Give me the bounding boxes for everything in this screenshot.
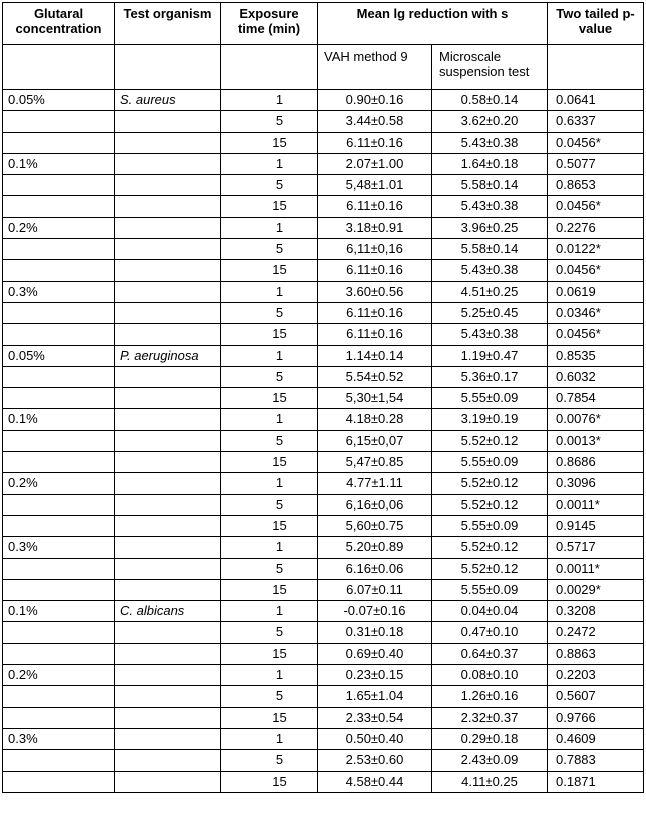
cell-p-value: 0.2203	[548, 665, 644, 686]
cell-exposure-time: 5	[221, 622, 318, 643]
cell-test-organism	[115, 750, 221, 771]
cell-exposure-time: 1	[221, 153, 318, 174]
cell-p-value: 0.8535	[548, 345, 644, 366]
cell-concentration	[3, 452, 115, 473]
cell-vah-method: 2.53±0.60	[318, 750, 432, 771]
cell-test-organism	[115, 388, 221, 409]
cell-concentration: 0.05%	[3, 90, 115, 111]
table-row	[3, 90, 644, 111]
cell-test-organism	[115, 239, 221, 260]
cell-exposure-time: 5	[221, 239, 318, 260]
cell-microscale-test: 5.43±0.38	[432, 260, 548, 281]
table-row	[3, 281, 644, 302]
cell-vah-method: 3.60±0.56	[318, 281, 432, 302]
cell-concentration	[3, 388, 115, 409]
table-row	[3, 728, 644, 749]
cell-p-value: 0.7883	[548, 750, 644, 771]
cell-vah-method: 5,30±1,54	[318, 388, 432, 409]
cell-test-organism	[115, 217, 221, 238]
table-body	[3, 90, 644, 793]
header-p-value: Two tailed p-value	[548, 3, 644, 45]
cell-test-organism	[115, 728, 221, 749]
cell-vah-method: 2.07±1.00	[318, 153, 432, 174]
cell-test-organism	[115, 175, 221, 196]
cell-vah-method: 1.65±1.04	[318, 686, 432, 707]
cell-test-organism	[115, 366, 221, 387]
cell-microscale-test: 1.64±0.18	[432, 153, 548, 174]
cell-microscale-test: 4.51±0.25	[432, 281, 548, 302]
cell-p-value: 0.3208	[548, 601, 644, 622]
cell-test-organism	[115, 111, 221, 132]
cell-microscale-test: 5.55±0.09	[432, 452, 548, 473]
cell-concentration	[3, 771, 115, 792]
cell-vah-method: 4.18±0.28	[318, 409, 432, 430]
table-row	[3, 111, 644, 132]
cell-vah-method: 5,48±1.01	[318, 175, 432, 196]
table-row	[3, 260, 644, 281]
cell-microscale-test: 5.43±0.38	[432, 132, 548, 153]
cell-test-organism	[115, 643, 221, 664]
cell-concentration	[3, 643, 115, 664]
cell-test-organism	[115, 196, 221, 217]
cell-test-organism	[115, 771, 221, 792]
cell-exposure-time: 1	[221, 409, 318, 430]
header-row	[3, 3, 644, 45]
cell-concentration	[3, 622, 115, 643]
cell-microscale-test: 3.62±0.20	[432, 111, 548, 132]
cell-microscale-test: 0.04±0.04	[432, 601, 548, 622]
table-row	[3, 622, 644, 643]
cell-test-organism	[115, 132, 221, 153]
cell-concentration	[3, 366, 115, 387]
table-row	[3, 388, 644, 409]
cell-p-value: 0.2472	[548, 622, 644, 643]
cell-vah-method: 6.07±0.11	[318, 579, 432, 600]
cell-microscale-test: 5.25±0.45	[432, 302, 548, 323]
cell-p-value: 0.7854	[548, 388, 644, 409]
cell-exposure-time: 1	[221, 537, 318, 558]
cell-concentration: 0.3%	[3, 728, 115, 749]
cell-exposure-time: 15	[221, 643, 318, 664]
cell-p-value: 0.3096	[548, 473, 644, 494]
cell-concentration	[3, 302, 115, 323]
cell-exposure-time: 1	[221, 217, 318, 238]
cell-vah-method: 6.11±0.16	[318, 196, 432, 217]
cell-concentration: 0.1%	[3, 153, 115, 174]
cell-test-organism	[115, 579, 221, 600]
cell-exposure-time: 1	[221, 473, 318, 494]
cell-p-value: 0.4609	[548, 728, 644, 749]
cell-vah-method: 6,15±0,07	[318, 430, 432, 451]
cell-microscale-test: 5.43±0.38	[432, 196, 548, 217]
cell-microscale-test: 3.96±0.25	[432, 217, 548, 238]
cell-concentration: 0.1%	[3, 409, 115, 430]
cell-vah-method: 2.33±0.54	[318, 707, 432, 728]
table-row	[3, 239, 644, 260]
cell-microscale-test: 5.52±0.12	[432, 430, 548, 451]
cell-test-organism	[115, 409, 221, 430]
table-row	[3, 579, 644, 600]
cell-test-organism	[115, 622, 221, 643]
cell-exposure-time: 5	[221, 430, 318, 451]
cell-microscale-test: 5.55±0.09	[432, 515, 548, 536]
cell-microscale-test: 0.64±0.37	[432, 643, 548, 664]
table-row	[3, 217, 644, 238]
cell-microscale-test: 4.11±0.25	[432, 771, 548, 792]
header-mean-lg-reduction: Mean lg reduction with s	[318, 3, 548, 45]
cell-test-organism	[115, 494, 221, 515]
cell-exposure-time: 5	[221, 302, 318, 323]
cell-concentration: 0.1%	[3, 601, 115, 622]
cell-concentration	[3, 750, 115, 771]
cell-vah-method: 4.58±0.44	[318, 771, 432, 792]
table-row	[3, 601, 644, 622]
cell-test-organism	[115, 473, 221, 494]
cell-test-organism: P. aeruginosa	[115, 345, 221, 366]
subheader-empty	[3, 45, 115, 90]
table-row	[3, 643, 644, 664]
cell-p-value: 0.2276	[548, 217, 644, 238]
cell-vah-method: 0.50±0.40	[318, 728, 432, 749]
cell-test-organism	[115, 537, 221, 558]
cell-microscale-test: 5.58±0.14	[432, 175, 548, 196]
table-row	[3, 196, 644, 217]
cell-p-value: 0.1871	[548, 771, 644, 792]
table-row	[3, 153, 644, 174]
cell-concentration: 0.3%	[3, 281, 115, 302]
cell-concentration	[3, 707, 115, 728]
cell-p-value: 0.5717	[548, 537, 644, 558]
table-row	[3, 558, 644, 579]
cell-exposure-time: 5	[221, 494, 318, 515]
subheader-empty	[548, 45, 644, 90]
cell-p-value: 0.8653	[548, 175, 644, 196]
cell-microscale-test: 0.47±0.10	[432, 622, 548, 643]
cell-exposure-time: 5	[221, 558, 318, 579]
table-row	[3, 537, 644, 558]
cell-exposure-time: 15	[221, 452, 318, 473]
results-table	[2, 2, 644, 793]
cell-vah-method: 0.90±0.16	[318, 90, 432, 111]
cell-microscale-test: 1.26±0.16	[432, 686, 548, 707]
cell-vah-method: -0.07±0.16	[318, 601, 432, 622]
cell-exposure-time: 1	[221, 728, 318, 749]
cell-exposure-time: 15	[221, 132, 318, 153]
cell-microscale-test: 5.43±0.38	[432, 324, 548, 345]
cell-microscale-test: 0.08±0.10	[432, 665, 548, 686]
cell-exposure-time: 15	[221, 707, 318, 728]
cell-vah-method: 5,60±0.75	[318, 515, 432, 536]
cell-test-organism	[115, 452, 221, 473]
cell-exposure-time: 5	[221, 175, 318, 196]
cell-microscale-test: 0.29±0.18	[432, 728, 548, 749]
table-row	[3, 409, 644, 430]
cell-p-value: 0.0619	[548, 281, 644, 302]
cell-p-value: 0.0029*	[548, 579, 644, 600]
cell-concentration: 0.2%	[3, 665, 115, 686]
cell-vah-method: 0.69±0.40	[318, 643, 432, 664]
cell-exposure-time: 1	[221, 665, 318, 686]
cell-concentration	[3, 132, 115, 153]
cell-test-organism: S. aureus	[115, 90, 221, 111]
cell-vah-method: 6,11±0,16	[318, 239, 432, 260]
cell-test-organism	[115, 302, 221, 323]
cell-p-value: 0.9766	[548, 707, 644, 728]
cell-vah-method: 6.11±0.16	[318, 324, 432, 345]
cell-p-value: 0.0011*	[548, 558, 644, 579]
cell-test-organism	[115, 153, 221, 174]
cell-test-organism	[115, 430, 221, 451]
cell-test-organism	[115, 665, 221, 686]
header-test-organism: Test organism	[115, 3, 221, 45]
cell-vah-method: 6.11±0.16	[318, 260, 432, 281]
table-row	[3, 452, 644, 473]
cell-exposure-time: 15	[221, 260, 318, 281]
cell-microscale-test: 5.58±0.14	[432, 239, 548, 260]
table-row	[3, 686, 644, 707]
cell-microscale-test: 3.19±0.19	[432, 409, 548, 430]
cell-test-organism	[115, 707, 221, 728]
cell-microscale-test: 2.32±0.37	[432, 707, 548, 728]
cell-concentration	[3, 239, 115, 260]
cell-concentration	[3, 175, 115, 196]
cell-p-value: 0.8686	[548, 452, 644, 473]
cell-exposure-time: 5	[221, 366, 318, 387]
cell-test-organism	[115, 686, 221, 707]
cell-p-value: 0.0641	[548, 90, 644, 111]
subheader-empty	[115, 45, 221, 90]
cell-concentration	[3, 111, 115, 132]
cell-concentration	[3, 324, 115, 345]
cell-p-value: 0.0456*	[548, 260, 644, 281]
cell-vah-method: 5.20±0.89	[318, 537, 432, 558]
cell-concentration	[3, 686, 115, 707]
header-exposure-time: Exposure time (min)	[221, 3, 318, 45]
cell-exposure-time: 15	[221, 388, 318, 409]
header-concentration: Glutaral concentration	[3, 3, 115, 45]
cell-vah-method: 1.14±0.14	[318, 345, 432, 366]
table-row	[3, 750, 644, 771]
cell-microscale-test: 5.55±0.09	[432, 579, 548, 600]
subheader-vah-method: VAH method 9	[318, 45, 432, 90]
cell-vah-method: 4.77±1.11	[318, 473, 432, 494]
cell-test-organism	[115, 515, 221, 536]
cell-exposure-time: 15	[221, 196, 318, 217]
subheader-empty	[221, 45, 318, 90]
cell-p-value: 0.9145	[548, 515, 644, 536]
table-row	[3, 771, 644, 792]
cell-microscale-test: 0.58±0.14	[432, 90, 548, 111]
cell-concentration	[3, 579, 115, 600]
cell-p-value: 0.0456*	[548, 132, 644, 153]
cell-microscale-test: 2.43±0.09	[432, 750, 548, 771]
cell-concentration	[3, 515, 115, 536]
cell-concentration: 0.3%	[3, 537, 115, 558]
table-row	[3, 515, 644, 536]
cell-vah-method: 6.11±0.16	[318, 302, 432, 323]
table-row	[3, 132, 644, 153]
cell-concentration: 0.2%	[3, 217, 115, 238]
cell-vah-method: 6.11±0.16	[318, 132, 432, 153]
cell-p-value: 0.0346*	[548, 302, 644, 323]
cell-exposure-time: 5	[221, 750, 318, 771]
cell-exposure-time: 15	[221, 771, 318, 792]
cell-p-value: 0.6337	[548, 111, 644, 132]
cell-exposure-time: 15	[221, 324, 318, 345]
table-row	[3, 324, 644, 345]
cell-p-value: 0.0456*	[548, 196, 644, 217]
cell-test-organism	[115, 281, 221, 302]
cell-vah-method: 6,16±0,06	[318, 494, 432, 515]
cell-test-organism: C. albicans	[115, 601, 221, 622]
cell-microscale-test: 5.52±0.12	[432, 558, 548, 579]
cell-vah-method: 3.18±0.91	[318, 217, 432, 238]
cell-p-value: 0.0013*	[548, 430, 644, 451]
subheader-microscale-test: Microscale suspension test	[432, 45, 548, 90]
cell-test-organism	[115, 260, 221, 281]
table-row	[3, 665, 644, 686]
cell-test-organism	[115, 324, 221, 345]
cell-concentration	[3, 430, 115, 451]
cell-concentration: 0.05%	[3, 345, 115, 366]
table-row	[3, 366, 644, 387]
cell-exposure-time: 1	[221, 345, 318, 366]
table-row	[3, 473, 644, 494]
cell-concentration	[3, 558, 115, 579]
cell-exposure-time: 5	[221, 686, 318, 707]
cell-vah-method: 6.16±0.06	[318, 558, 432, 579]
cell-exposure-time: 15	[221, 515, 318, 536]
cell-microscale-test: 5.52±0.12	[432, 494, 548, 515]
cell-vah-method: 5,47±0.85	[318, 452, 432, 473]
cell-p-value: 0.0076*	[548, 409, 644, 430]
cell-p-value: 0.0122*	[548, 239, 644, 260]
table-row	[3, 175, 644, 196]
table-row	[3, 302, 644, 323]
cell-exposure-time: 1	[221, 90, 318, 111]
results-table-container	[2, 2, 644, 793]
cell-exposure-time: 1	[221, 281, 318, 302]
cell-p-value: 0.5607	[548, 686, 644, 707]
table-row	[3, 430, 644, 451]
table-row	[3, 707, 644, 728]
cell-concentration	[3, 196, 115, 217]
cell-microscale-test: 5.55±0.09	[432, 388, 548, 409]
cell-p-value: 0.6032	[548, 366, 644, 387]
table-row	[3, 345, 644, 366]
cell-p-value: 0.0456*	[548, 324, 644, 345]
cell-microscale-test: 5.52±0.12	[432, 473, 548, 494]
cell-exposure-time: 15	[221, 579, 318, 600]
cell-concentration	[3, 260, 115, 281]
cell-exposure-time: 1	[221, 601, 318, 622]
cell-microscale-test: 1.19±0.47	[432, 345, 548, 366]
cell-vah-method: 5.54±0.52	[318, 366, 432, 387]
cell-microscale-test: 5.36±0.17	[432, 366, 548, 387]
cell-p-value: 0.0011*	[548, 494, 644, 515]
cell-vah-method: 3.44±0.58	[318, 111, 432, 132]
cell-concentration	[3, 494, 115, 515]
cell-test-organism	[115, 558, 221, 579]
cell-p-value: 0.8863	[548, 643, 644, 664]
cell-concentration: 0.2%	[3, 473, 115, 494]
cell-p-value: 0.5077	[548, 153, 644, 174]
cell-exposure-time: 5	[221, 111, 318, 132]
table-row	[3, 494, 644, 515]
cell-microscale-test: 5.52±0.12	[432, 537, 548, 558]
subheader-row	[3, 45, 644, 90]
cell-vah-method: 0.23±0.15	[318, 665, 432, 686]
cell-vah-method: 0.31±0.18	[318, 622, 432, 643]
